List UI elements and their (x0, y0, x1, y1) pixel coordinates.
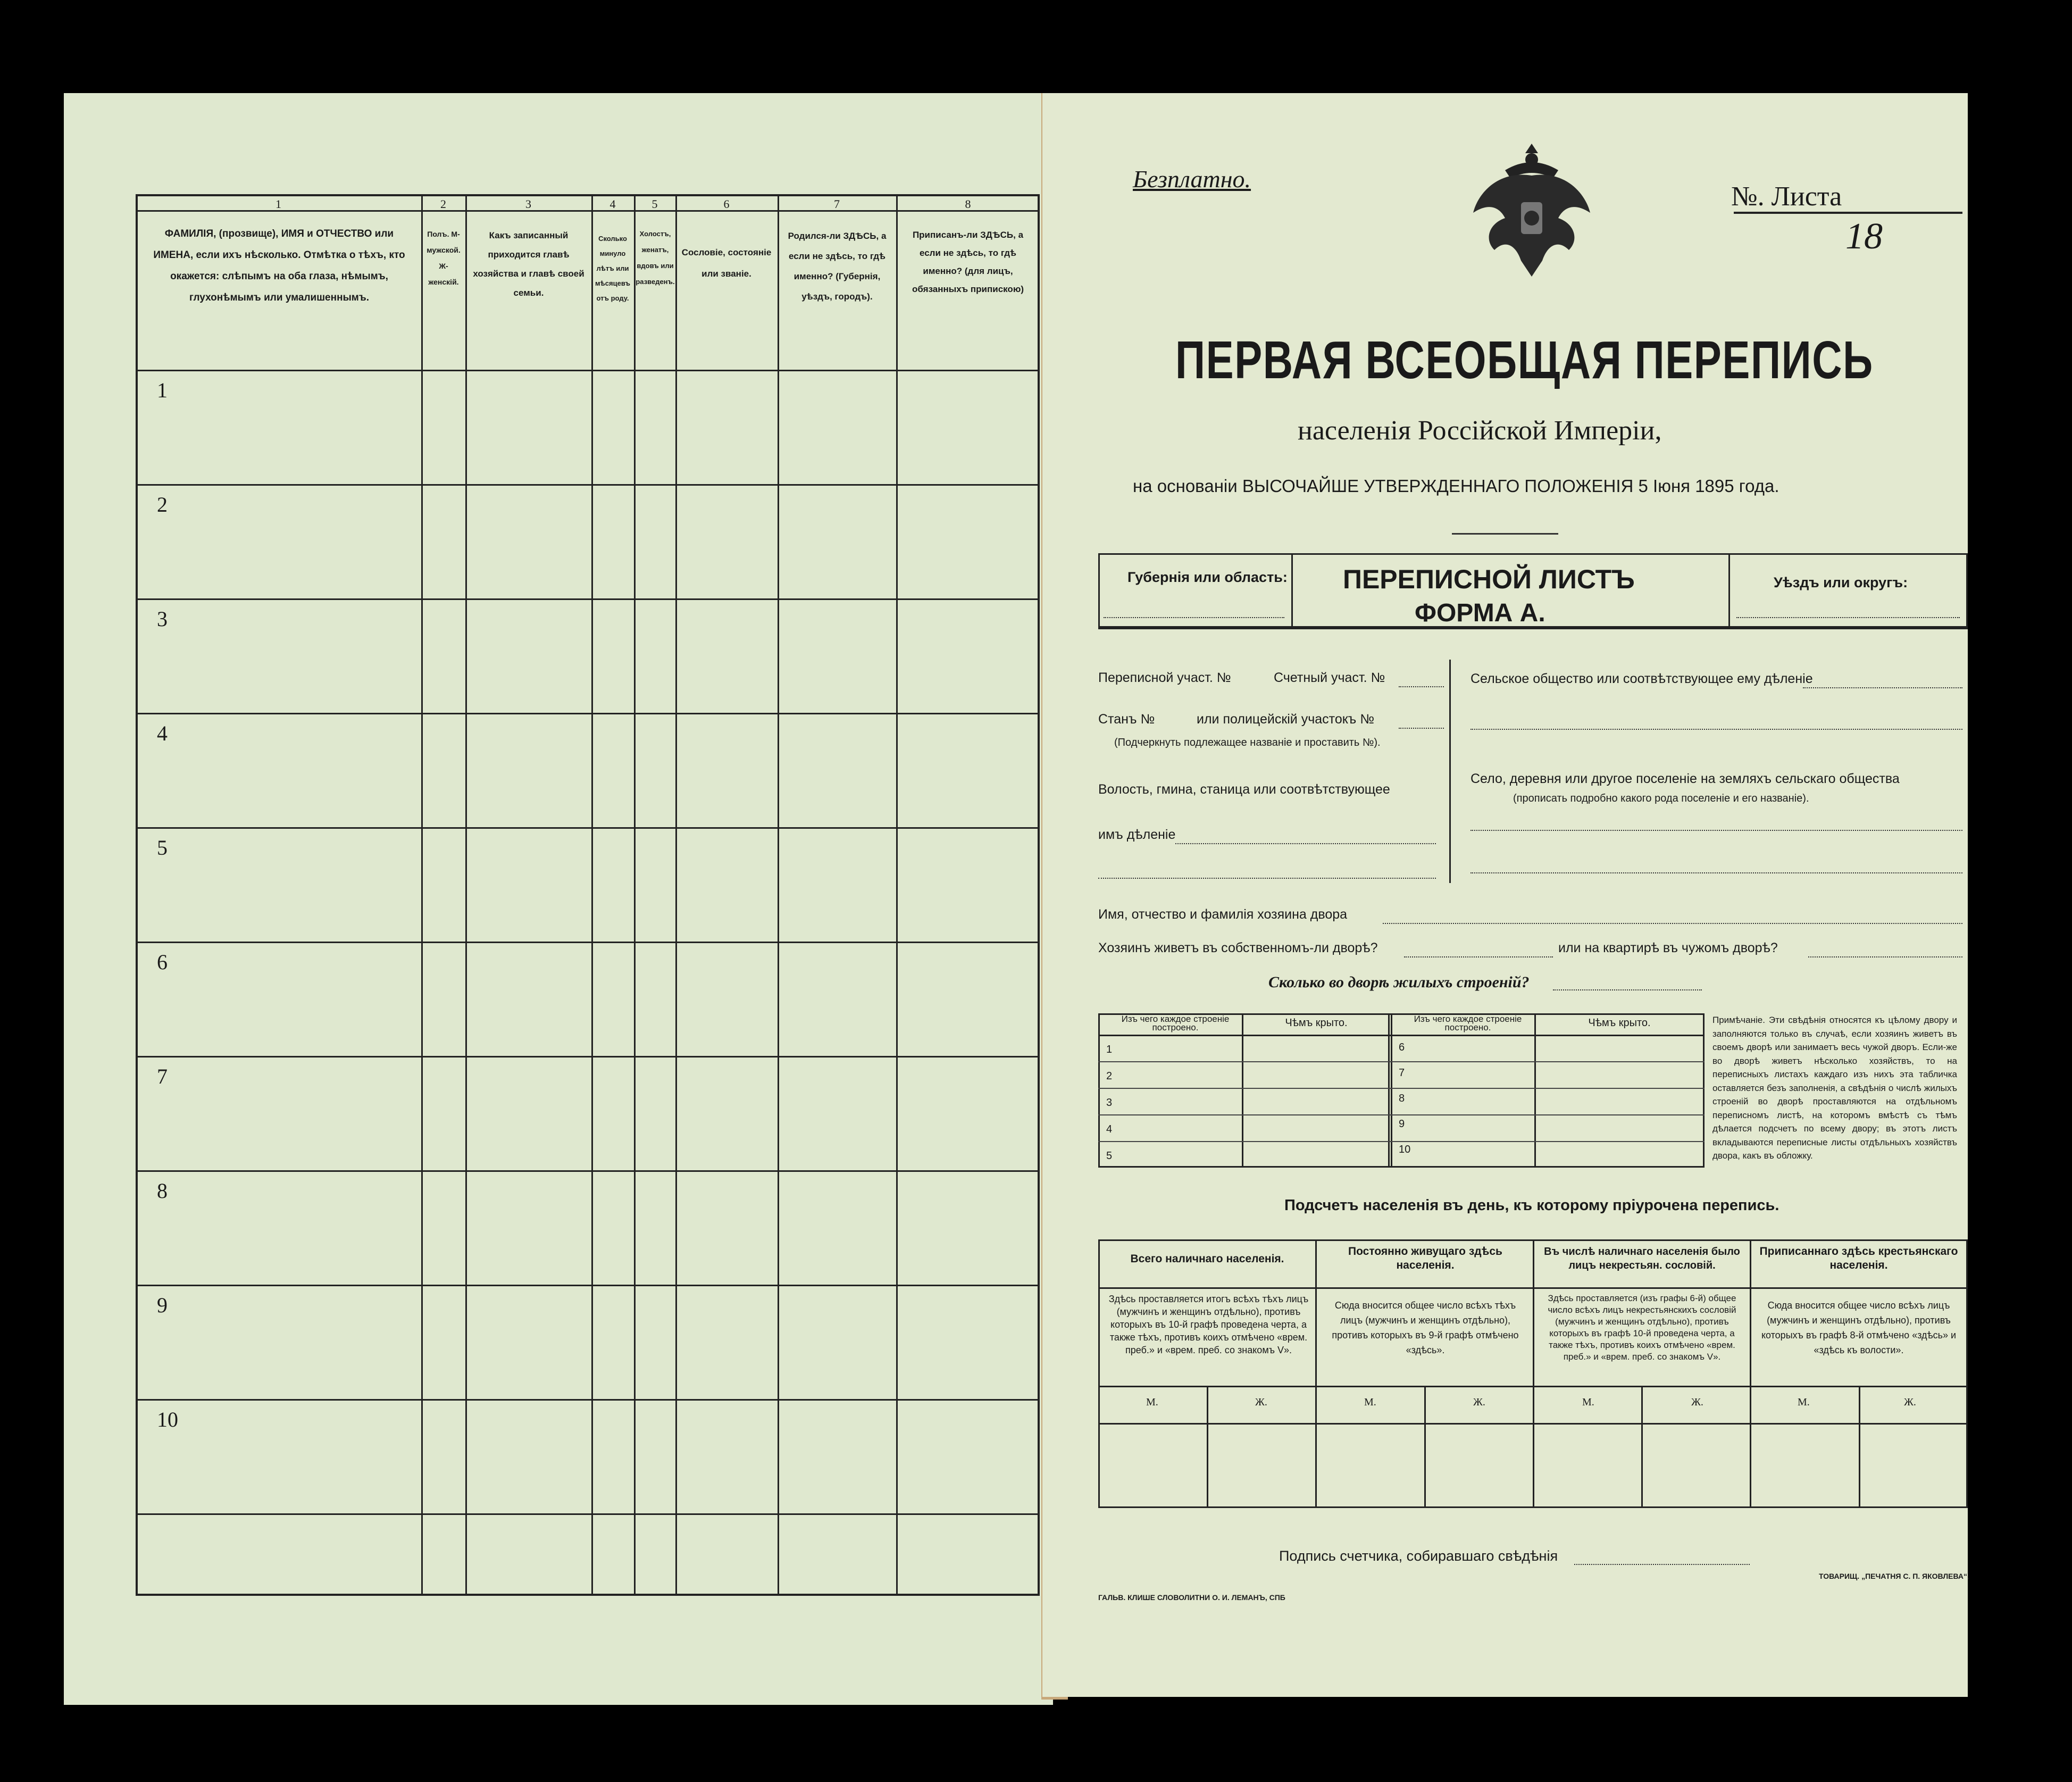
col-divider (675, 194, 677, 1596)
divider (1207, 1386, 1208, 1508)
imprint-right: ТОВАРИЩ. „ПЕЧАТНЯ С. П. ЯКОВЛЕВА“. (1819, 1572, 1969, 1580)
signature-field[interactable] (1574, 1564, 1750, 1565)
female-label: Ж. (1473, 1396, 1485, 1408)
village-note: (прописать подробно какого рода поселеніе и его названіе). (1513, 793, 1809, 804)
divider (1098, 1141, 1705, 1142)
bld-row-number: 7 (1399, 1067, 1405, 1079)
count-desc-non-peasant: Здѣсь проставляется (изъ графы 6-й) общее число всѣхъ лицъ некрестьянскихъ сословій (мужчинъ и женщинъ отдѣльно), противъ которыхъ въ графѣ 10-й проведена черта, а также тѣхъ, противъ коихъ отмѣчено «врем. преб.» и «врем. преб. со знакомъ V». (1548, 1293, 1736, 1362)
bld-row-number: 6 (1399, 1042, 1405, 1053)
police-section-field[interactable] (1399, 728, 1444, 729)
row-line (136, 1170, 1040, 1172)
row-number: 4 (157, 721, 168, 745)
divider (1750, 1239, 1751, 1508)
sheet-number-label: №. Листа (1731, 181, 1842, 212)
divider (1098, 1088, 1705, 1089)
row-line (136, 598, 1040, 600)
village-field[interactable] (1471, 830, 1962, 831)
owner-name-label: Имя, отчество и фамилія хозяина двора (1098, 907, 1348, 922)
divider (1291, 553, 1293, 628)
row-number: 6 (157, 950, 168, 974)
free-label: Безплатно. (1133, 165, 1251, 193)
column-number: 6 (723, 197, 730, 211)
divider (1242, 1013, 1243, 1168)
bld-row-number: 4 (1106, 1123, 1113, 1135)
apartment-label: или на квартирѣ въ чужомъ дворѣ? (1558, 940, 1778, 955)
divider (1424, 1386, 1426, 1508)
counter-section-label: Счетный участ. № (1274, 670, 1385, 685)
village-label: Село, деревня или другое поселеніе на земляхъ сельскаго общества (1471, 771, 1900, 786)
male-label: М. (1582, 1396, 1594, 1408)
census-table (136, 194, 1040, 1596)
form-subtitle: населенія Россійской Имперіи, (1298, 415, 1662, 446)
society-label: Сельское общество или соотвѣтствующее ему дѣленіе (1471, 671, 1813, 686)
bld-row-number: 3 (1106, 1097, 1113, 1109)
col-divider (591, 194, 593, 1596)
column-number: 1 (275, 197, 281, 211)
male-label: М. (1146, 1396, 1158, 1408)
stan-label: Станъ № (1098, 712, 1155, 727)
row-number: 8 (157, 1179, 168, 1203)
province-label: Губернія или область: (1127, 569, 1288, 585)
divider (1315, 1239, 1317, 1508)
divider (1388, 1013, 1392, 1168)
divider (1098, 1423, 1968, 1425)
owner-lives-field[interactable] (1404, 956, 1553, 957)
bld-col1-label: Изъ чего каждое строеніе построено. (1414, 1014, 1522, 1032)
count-desc-total: Здѣсь проставляется итогъ всѣхъ тѣхъ лицъ (мужчинъ и женщинъ отдѣльно), противъ которыхъ въ 10-й графѣ проведена черта, а также тѣхъ, противъ коихъ отмѣчено «врем. преб.» и «врем. преб. со знакомъ V». (1108, 1294, 1309, 1355)
divider (1728, 553, 1730, 628)
row-number: 5 (157, 836, 168, 860)
column-number: 8 (965, 197, 971, 211)
district-field[interactable] (1736, 617, 1960, 618)
bld-col2-label: Чѣмъ крыто. (1285, 1017, 1348, 1029)
female-label: Ж. (1691, 1396, 1703, 1408)
column-header-age: Сколько минуло лѣтъ или мѣсяцевъ отъ роду. (595, 235, 630, 302)
owner-lives-label: Хозяинъ живетъ въ собственномъ-ли дворѣ? (1098, 940, 1378, 955)
column-number: 7 (834, 197, 840, 211)
row-number: 1 (157, 378, 168, 402)
header-bottom-line (136, 370, 1040, 371)
count-desc-permanent: Сюда вносится общее число всѣхъ тѣхъ лицъ (мужчинъ и женщинъ отдѣльно), противъ которыхъ въ 9-й графѣ отмѣчено «здѣсь». (1332, 1300, 1519, 1355)
district-label: Уѣздъ или округъ: (1774, 574, 1908, 590)
society-field-2[interactable] (1471, 729, 1962, 730)
row-number: 2 (157, 493, 168, 517)
col-divider (634, 194, 636, 1596)
col-divider (778, 194, 779, 1596)
double-headed-eagle-icon (1468, 138, 1595, 282)
sheet-number-underline (1734, 212, 1962, 214)
volost-label: Волость, гмина, станица или соотвѣтствующее (1098, 782, 1390, 797)
count-header-registered: Приписаннаго здѣсь крестьянскаго населенія. (1759, 1245, 1958, 1271)
counter-section-field[interactable] (1399, 686, 1444, 687)
column-header-marital: Холостъ, женатъ, вдовъ или разведенъ. (636, 230, 675, 286)
bld-row-number: 5 (1106, 1150, 1113, 1162)
row-number: 9 (157, 1293, 168, 1317)
row-line (136, 1056, 1040, 1057)
female-label: Ж. (1255, 1396, 1267, 1408)
col-divider (421, 194, 423, 1596)
count-title: Подсчетъ населенія въ день, къ которому пріурочена перепись. (1284, 1197, 1779, 1214)
divider (1098, 1114, 1705, 1115)
column-number: 2 (440, 197, 446, 211)
row-line (136, 484, 1040, 486)
sheet-number-value: 18 (1845, 216, 1883, 257)
column-header-sex: Полъ. М-мужской. Ж-женскій. (427, 230, 461, 286)
female-label: Ж. (1904, 1396, 1916, 1408)
col-divider (896, 194, 898, 1596)
signature-label: Подпись счетчика, собиравшаго свѣдѣнія (1279, 1548, 1558, 1564)
village-field-2[interactable] (1471, 872, 1962, 873)
column-header-estate: Сословіе, состояніе или званіе. (681, 247, 772, 279)
owner-name-field[interactable] (1383, 923, 1962, 924)
bld-col2-label: Чѣмъ крыто. (1588, 1017, 1651, 1029)
column-number: 4 (609, 197, 616, 211)
divider (1859, 1386, 1860, 1508)
apartment-field[interactable] (1808, 956, 1962, 957)
buildings-field[interactable] (1553, 989, 1702, 990)
imprint-left: ГАЛЬВ. КЛИШЕ СЛОВОЛИТНИ О. И. ЛЕМАНЪ, СПБ (1098, 1593, 1285, 1602)
form-title: ПЕРЕПИСНОЙ ЛИСТЪ (1343, 564, 1635, 594)
divider (1098, 1035, 1705, 1036)
row-line (136, 1285, 1040, 1286)
row-line (136, 713, 1040, 714)
society-field[interactable] (1803, 687, 1962, 688)
police-section-label: или полицейскій участокъ № (1197, 712, 1375, 727)
census-section-label: Переписной участ. № (1098, 670, 1231, 685)
volost-field-2[interactable] (1098, 878, 1436, 879)
column-header-relation: Какъ записанный приходится главѣ хозяйства и главѣ своей семьи. (473, 230, 584, 298)
count-desc-registered: Сюда вносится общее число всѣхъ лицъ (мужчинъ и женщинъ отдѣльно), противъ которыхъ въ графѣ 8-й отмѣчено «здѣсь» и «здѣсь къ волости». (1761, 1300, 1957, 1355)
row-line (136, 942, 1040, 943)
province-field[interactable] (1104, 617, 1284, 618)
bld-row-number: 9 (1399, 1118, 1405, 1130)
divider (1098, 1061, 1705, 1062)
row-line (136, 1513, 1040, 1515)
column-header-registration: Приписанъ-ли ЗДѢСЬ, а если не здѣсь, то гдѣ именно? (для лицъ, обязанныхъ припискою) (912, 230, 1024, 294)
bld-row-number: 10 (1399, 1144, 1411, 1155)
divider (1449, 660, 1451, 883)
count-header-non-peasant: Въ числѣ наличнаго населенія было лицъ некрестьян. сословій. (1544, 1246, 1740, 1271)
row-number: 3 (157, 607, 168, 631)
divider (1533, 1239, 1534, 1508)
volost-field[interactable] (1175, 843, 1436, 844)
form-basis: на основаніи ВЫСОЧАЙШЕ УТВЕРЖДЕННАГО ПОЛОЖЕНІЯ 5 Іюня 1895 года. (1133, 476, 1779, 496)
male-label: М. (1364, 1396, 1376, 1408)
buildings-question: Сколько во дворѣ жилыхъ строеній? (1268, 973, 1530, 991)
divider (1098, 1386, 1968, 1387)
column-number: 3 (525, 197, 531, 211)
row-number: 10 (157, 1408, 178, 1431)
bld-row-number: 8 (1399, 1093, 1405, 1104)
column-header-name: ФАМИЛІЯ, (прозвище), ИМЯ и ОТЧЕСТВО или ИМЕНА, если ихъ нѣсколько. Отмѣтка о тѣхъ, кто окажется: слѣпымъ на оба глаза, нѣмымъ, глухонѣмымъ или умалишеннымъ. (153, 228, 405, 303)
column-number: 5 (651, 197, 658, 211)
divider (1641, 1386, 1643, 1508)
col-divider (465, 194, 467, 1596)
buildings-note: Примѣчаніе. Эти свѣдѣнія относятся къ цѣлому двору и заполняются только въ случаѣ, если хозяинъ живетъ въ своемъ дворѣ или занимаетъ весь чужой дворъ. Если-же во дворѣ живетъ нѣсколько хозяйствъ, то на переписныхъ листахъ каждаго изъ нихъ эта табличка оставляется безъ заполненія, а свѣдѣнія о числѣ жилыхъ строеній во дворѣ проставляются на отдѣльномъ переписномъ листѣ, на которомъ вмѣстѣ съ тѣмъ дѣлается подсчетъ по всему двору; въ этотъ листъ вкладываются переписные листы отдѣльныхъ хозяйствъ двора, какъ въ обложку. (1712, 1015, 1957, 1161)
male-label: М. (1798, 1396, 1810, 1408)
count-header-total: Всего наличнаго населенія. (1130, 1253, 1284, 1265)
ornament-divider (1452, 533, 1558, 535)
table-frame (136, 194, 1040, 1596)
form-subtitle-a: ФОРМА А. (1415, 599, 1545, 627)
form-main-title: ПЕРВАЯ ВСЕОБЩАЯ ПЕРЕПИСЬ (1175, 330, 1874, 390)
row-number: 7 (157, 1064, 168, 1088)
row-line (136, 827, 1040, 829)
count-header-permanent: Постоянно живущаго здѣсь населенія. (1348, 1245, 1502, 1271)
divider (1098, 1287, 1968, 1289)
bld-row-number: 1 (1106, 1044, 1113, 1055)
bld-col1-label: Изъ чего каждое строеніе построено. (1121, 1014, 1230, 1032)
underline-note: (Подчеркнуть подлежащее названіе и проставить №). (1114, 737, 1381, 748)
bld-row-number: 2 (1106, 1070, 1113, 1082)
divider (1098, 628, 1968, 629)
column-header-birthplace: Родился-ли ЗДѢСЬ, а если не здѣсь, то гдѣ именно? (Губернія, уѣздъ, городъ). (788, 231, 887, 302)
divider (1534, 1013, 1536, 1168)
row-line (136, 1399, 1040, 1401)
volost-label-2: имъ дѣленіе (1098, 827, 1176, 842)
